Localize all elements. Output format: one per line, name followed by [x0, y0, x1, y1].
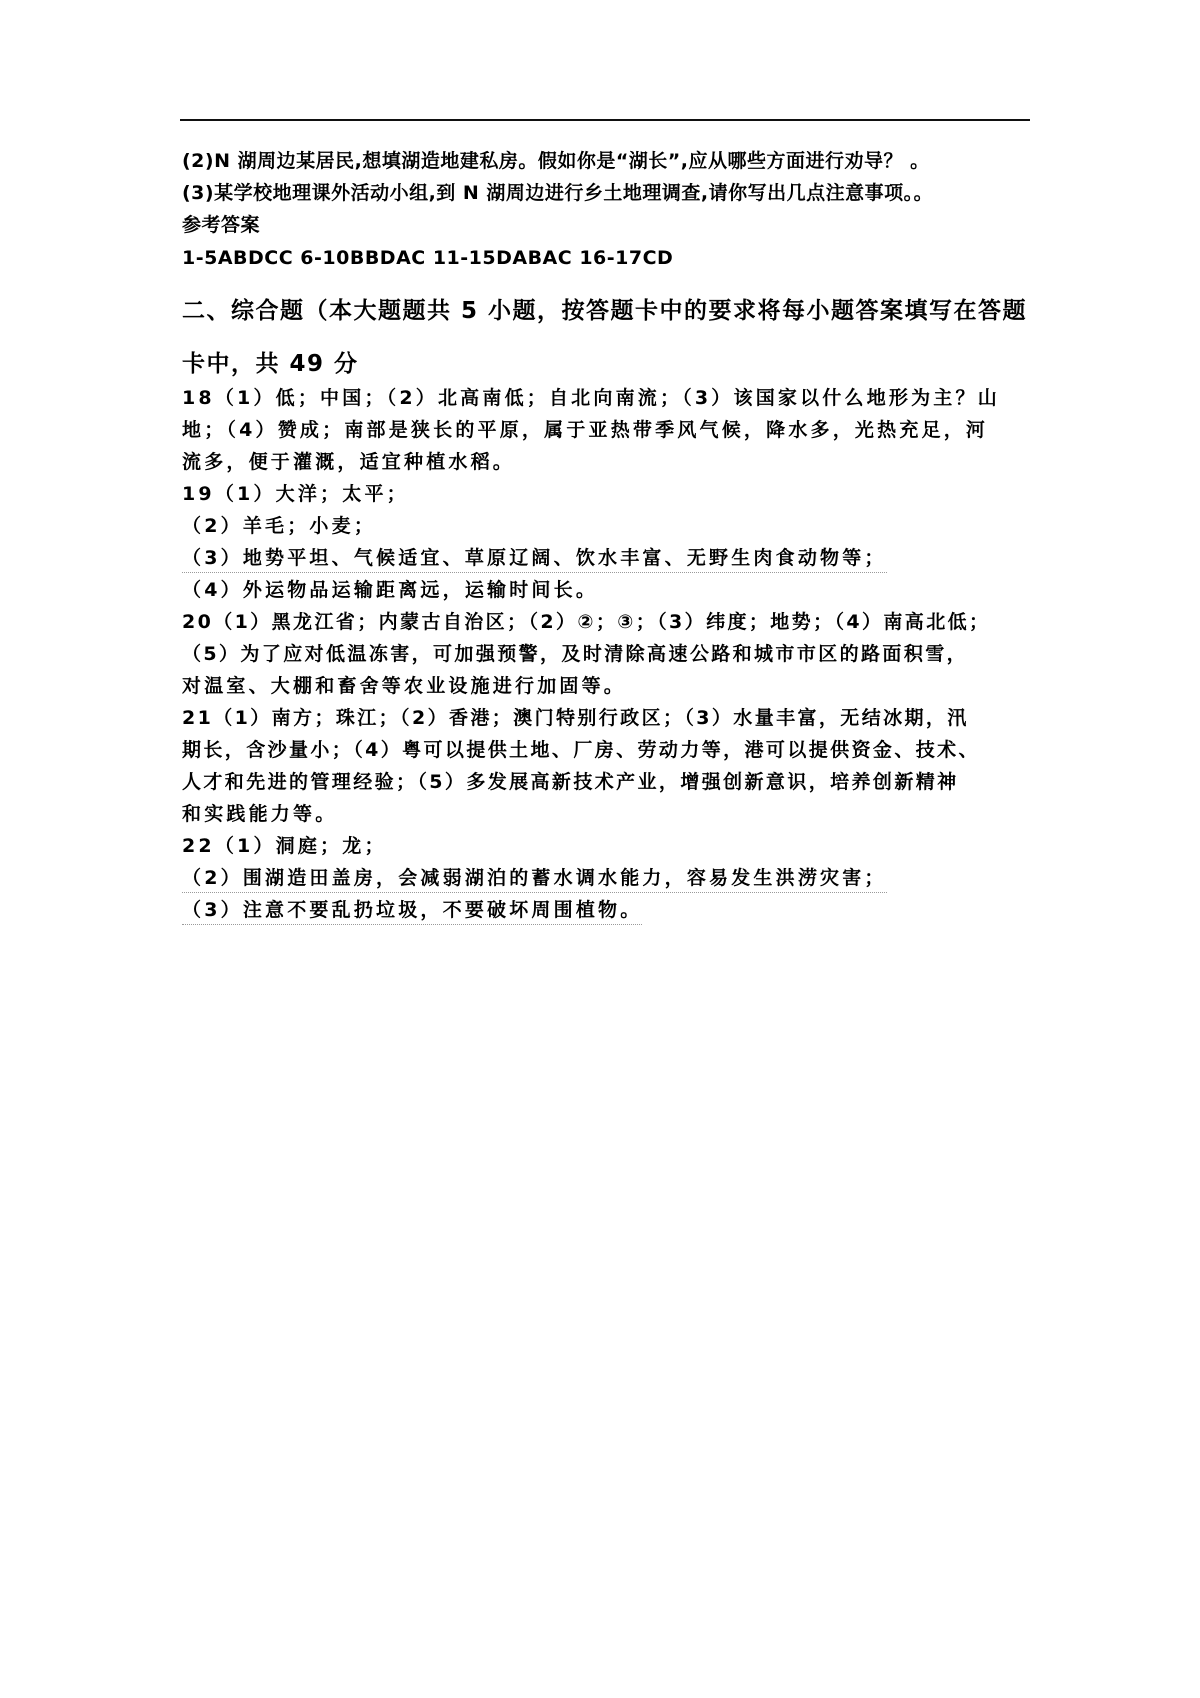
- section-two-heading-line-1: 二、综合题（本大题题共 5 小题，按答题卡中的要求将每小题答案填写在答题: [182, 298, 1028, 324]
- answer-line: 18（1）低；中国；（2）北高南低；自北向南流；（3）该国家以什么地形为主？山: [182, 387, 1000, 409]
- answer-line: 22（1）洞庭；龙；: [182, 835, 387, 857]
- answer-line: 地；（4）赞成；南部是狭长的平原，属于亚热带季风气候，降水多，光热充足，河: [182, 419, 989, 441]
- question-2-text: (2)N 湖周边某居民,想填湖造地建私房。假如你是“湖长”,应从哪些方面进行劝导？ 。: [182, 150, 930, 172]
- answer-line: 20（1）黑龙江省；内蒙古自治区；（2）②；③；（3）纬度；地势；（4）南高北低；: [182, 611, 991, 633]
- answer-line: （3）注意不要乱扔垃圾，不要破坏周围植物。: [182, 897, 642, 925]
- answer-line: （2）围湖造田盖房，会减弱湖泊的蓄水调水能力，容易发生洪涝灾害；: [182, 865, 887, 893]
- answers-title: 参考答案: [182, 214, 261, 236]
- answer-line: （3）地势平坦、气候适宜、草原辽阔、饮水丰富、无野生肉食动物等；: [182, 545, 887, 573]
- question-3-text: (3)某学校地理课外活动小组,到 N 湖周边进行乡土地理调查,请你写出几点注意事项。。: [182, 182, 934, 204]
- answer-line: 期长，含沙量小；（4）粤可以提供土地、厂房、劳动力等，港可以提供资金、技术、: [182, 739, 980, 761]
- section-two-heading-line-2: 卡中，共 49 分: [182, 351, 359, 377]
- choice-answer-key: 1-5ABDCC 6-10BBDAC 11-15DABAC 16-17CD: [182, 247, 674, 269]
- answer-line: 19（1）大洋；太平；: [182, 483, 409, 505]
- answer-line: 21（1）南方；珠江；（2）香港；澳门特别行政区；（3）水量丰富，无结冰期，汛: [182, 707, 969, 729]
- answer-line: （4）外运物品运输距离远，运输时间长。: [182, 579, 599, 601]
- answer-line: 和实践能力等。: [182, 803, 338, 825]
- answer-line: 流多，便于灌溉，适宜种植水稻。: [182, 451, 516, 473]
- answer-line: 人才和先进的管理经验；（5）多发展高新技术产业，增强创新意识，培养创新精神: [182, 771, 959, 793]
- answer-line: 对温室、大棚和畜舍等农业设施进行加固等。: [182, 675, 627, 697]
- answer-line: （2）羊毛；小麦；: [182, 515, 377, 537]
- answer-line: （5）为了应对低温冻害，可加强预警，及时清除高速公路和城市市区的路面积雪，: [182, 643, 969, 665]
- header-rule: [180, 119, 1030, 121]
